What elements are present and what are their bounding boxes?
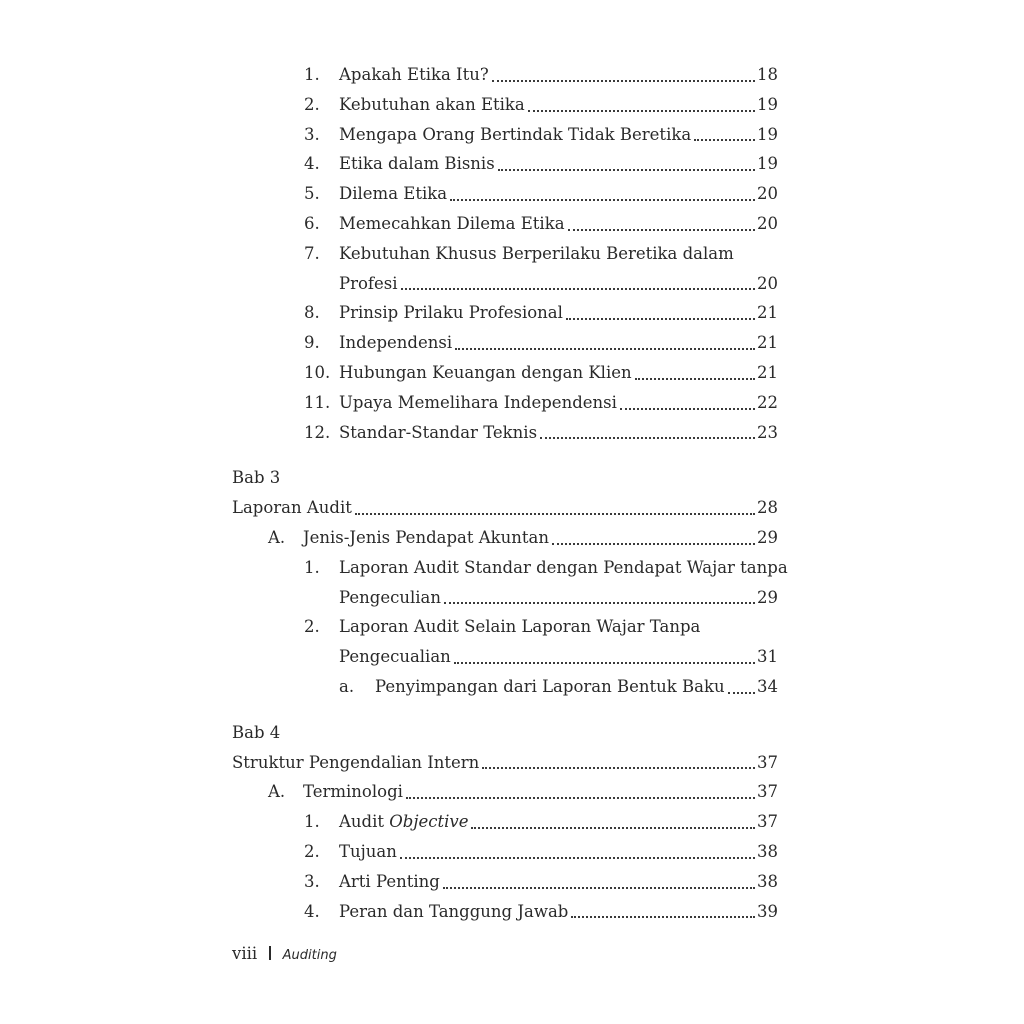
toc-entry-number: 2. (304, 94, 320, 114)
toc-entry[interactable] (232, 748, 778, 778)
toc-entry-title (339, 897, 568, 927)
section-gap (232, 447, 778, 463)
toc-entry-title-text: Penyimpangan dari Laporan Bentuk Baku (375, 676, 725, 696)
toc-entry-title (339, 179, 447, 209)
toc-entry[interactable] (232, 897, 778, 927)
toc-entry-page: 21 (757, 303, 778, 323)
dot-leader (401, 288, 755, 290)
toc-entry-title: Laporan Audit Selain Laporan Wajar Tanpa (339, 617, 701, 637)
toc-entry-continuation[interactable] (232, 583, 778, 613)
toc-entry[interactable] (232, 358, 778, 388)
toc-entry-number: 10. (304, 362, 331, 382)
dot-leader (400, 857, 755, 859)
toc-entry-page: 22 (757, 392, 778, 412)
toc-entry-title-text: Peran dan Tanggung Jawab (339, 901, 569, 921)
toc-entry-number: 12. (304, 422, 331, 442)
toc-entry-page: 19 (757, 154, 778, 174)
toc-entry-page: 28 (757, 498, 778, 518)
toc-entry-title (339, 328, 452, 358)
toc-entry-title (303, 777, 403, 807)
toc-entry-title: Kebutuhan Khusus Berperilaku Beretika dalam (339, 243, 734, 263)
toc-entry-page: 20 (757, 213, 778, 233)
toc-entry-number: 4. (304, 901, 320, 921)
footer-book-title: Auditing (282, 948, 337, 963)
toc-entry-number: A. (268, 527, 286, 547)
toc-entry-title-continued: Pengeculian (339, 587, 441, 607)
toc-entry-number: 1. (304, 812, 320, 832)
chapter-label: Bab 4 (232, 722, 281, 742)
toc-entry-continuation[interactable] (232, 269, 778, 299)
toc-entry[interactable] (232, 807, 778, 837)
toc-entry[interactable] (232, 209, 778, 239)
toc-entry-page: 21 (757, 333, 778, 353)
toc-entry-title (303, 523, 549, 553)
toc-entry-number: 6. (304, 213, 320, 233)
page-footer (232, 944, 337, 963)
toc-entry-title-text: Jenis-Jenis Pendapat Akuntan (303, 527, 550, 547)
dot-leader (492, 80, 755, 82)
toc-entry-title-text: Etika dalam Bisnis (339, 154, 495, 174)
toc-entry-title (339, 209, 565, 239)
toc-entry[interactable] (232, 149, 778, 179)
toc-entry-title: Laporan Audit Standar dengan Pendapat Wajar tanpa (339, 557, 788, 577)
dot-leader (528, 110, 755, 112)
toc-entry-title-text: Audit (339, 812, 390, 832)
toc-entry-title (339, 149, 495, 179)
toc-entry-number: a. (339, 676, 355, 696)
toc-entry-title-continued: Profesi (339, 273, 398, 293)
toc-entry-number: 2. (304, 841, 320, 861)
dot-leader (728, 692, 755, 694)
toc-entry-page: 20 (757, 184, 778, 204)
toc-entry-title-text: Memecahkan Dilema Etika (339, 213, 565, 233)
toc-entry-number: 11. (304, 392, 331, 412)
toc-entry-page: 39 (757, 901, 778, 921)
toc-entry-title-text: Laporan Audit (232, 498, 352, 518)
toc-entry-title-text: Apakah Etika Itu? (339, 65, 489, 84)
dot-leader (566, 318, 755, 320)
toc-entry[interactable] (232, 612, 778, 642)
toc-entry-number: 2. (304, 617, 320, 637)
toc-entry-number: 1. (304, 557, 320, 577)
toc-entry-title-text: Hubungan Keuangan dengan Klien (339, 362, 632, 382)
dot-leader (540, 437, 755, 439)
section-gap (232, 702, 778, 718)
toc-entry-page: 31 (757, 647, 778, 667)
toc-entry-page: 37 (757, 752, 778, 772)
toc-entry-title-text: Independensi (339, 333, 453, 353)
dot-leader (620, 408, 755, 410)
toc-entry[interactable] (232, 239, 778, 269)
toc-entry-title-text: Tujuan (339, 841, 397, 861)
dot-leader (454, 662, 755, 664)
toc-entry[interactable] (232, 672, 778, 702)
toc-entry-title-text: Mengapa Orang Bertindak Tidak Beretika (339, 124, 692, 144)
dot-leader (552, 543, 755, 545)
toc-entry-title (375, 672, 725, 702)
toc-entry-continuation[interactable] (232, 642, 778, 672)
footer-separator (269, 946, 271, 960)
toc-entry-title (339, 867, 440, 897)
footer-page-number: viii (232, 944, 258, 963)
toc-entry-title (339, 418, 537, 448)
toc-entry-title (339, 60, 489, 90)
toc-entry-title (339, 807, 468, 837)
toc-entry-page: 20 (757, 273, 778, 293)
toc-entry-page: 34 (757, 676, 778, 696)
table-of-contents (232, 60, 788, 926)
toc-entry-number: 8. (304, 303, 320, 323)
toc-entry[interactable] (232, 120, 778, 150)
toc-entry-page: 19 (757, 124, 778, 144)
toc-entry-number: 1. (304, 65, 320, 84)
toc-entry-number: 4. (304, 154, 320, 174)
toc-entry-title (339, 837, 397, 867)
toc-entry[interactable] (232, 867, 778, 897)
toc-entry-title-text: Prinsip Prilaku Profesional (339, 303, 563, 323)
toc-entry-title-continued: Pengecualian (339, 647, 451, 667)
toc-entry-title-text: Kebutuhan akan Etika (339, 94, 525, 114)
toc-entry-title (232, 748, 479, 778)
toc-entry-page: 23 (757, 422, 778, 442)
toc-entry-title (339, 388, 617, 418)
toc-entry-title-text: Dilema Etika (339, 184, 448, 204)
dot-leader (406, 797, 755, 799)
toc-entry-page: 37 (757, 812, 778, 832)
dot-leader (498, 169, 755, 171)
dot-leader (455, 348, 755, 350)
toc-entry[interactable] (232, 328, 778, 358)
toc-entry-page: 38 (757, 841, 778, 861)
toc-entry-title (339, 90, 525, 120)
toc-entry[interactable] (232, 388, 778, 418)
toc-entry-title-text: Terminologi (303, 782, 403, 802)
dot-leader (450, 199, 755, 201)
toc-entry[interactable] (232, 179, 778, 209)
dot-leader (571, 916, 755, 918)
toc-entry-title-text: Standar-Standar Teknis (339, 422, 538, 442)
toc-entry-number: A. (268, 782, 286, 802)
toc-entry-number: 3. (304, 871, 320, 891)
toc-entry-page: 38 (757, 871, 778, 891)
toc-entry[interactable] (232, 298, 778, 328)
dot-leader (444, 602, 755, 604)
chapter-label: Bab 3 (232, 468, 281, 488)
toc-entry-number: 5. (304, 184, 320, 204)
dot-leader (568, 229, 755, 231)
toc-entry[interactable] (232, 90, 778, 120)
toc-entry-title (339, 358, 632, 388)
toc-entry[interactable] (232, 777, 778, 807)
toc-entry-title-text: Struktur Pengendalian Intern (232, 752, 480, 772)
dot-leader (694, 139, 755, 141)
toc-entry-title (339, 120, 691, 150)
toc-entry-page: 18 (757, 65, 778, 84)
dot-leader (471, 827, 755, 829)
toc-entry[interactable] (232, 553, 788, 583)
toc-entry-title (232, 493, 352, 523)
dot-leader (355, 513, 755, 515)
toc-entry[interactable] (232, 418, 778, 448)
dot-leader (443, 887, 755, 889)
dot-leader (482, 767, 755, 769)
toc-entry[interactable] (232, 60, 778, 90)
toc-entry-page: 21 (757, 362, 778, 382)
toc-entry-title (339, 298, 563, 328)
toc-entry[interactable] (232, 493, 778, 523)
toc-entry-title-text: Arti Penting (339, 871, 440, 891)
dot-leader (635, 378, 755, 380)
toc-entry-page: 19 (757, 94, 778, 114)
toc-entry-number: 7. (304, 243, 320, 263)
toc-entry-page: 37 (757, 782, 778, 802)
toc-entry-title-text: Upaya Memelihara Independensi (339, 392, 617, 412)
toc-entry-page: 29 (757, 527, 778, 547)
toc-entry[interactable] (232, 837, 778, 867)
toc-entry-title-italic: Objective (389, 812, 469, 832)
toc-entry-page: 29 (757, 587, 778, 607)
toc-entry-number: 3. (304, 124, 320, 144)
toc-entry[interactable] (232, 523, 778, 553)
toc-entry-number: 9. (304, 333, 320, 353)
